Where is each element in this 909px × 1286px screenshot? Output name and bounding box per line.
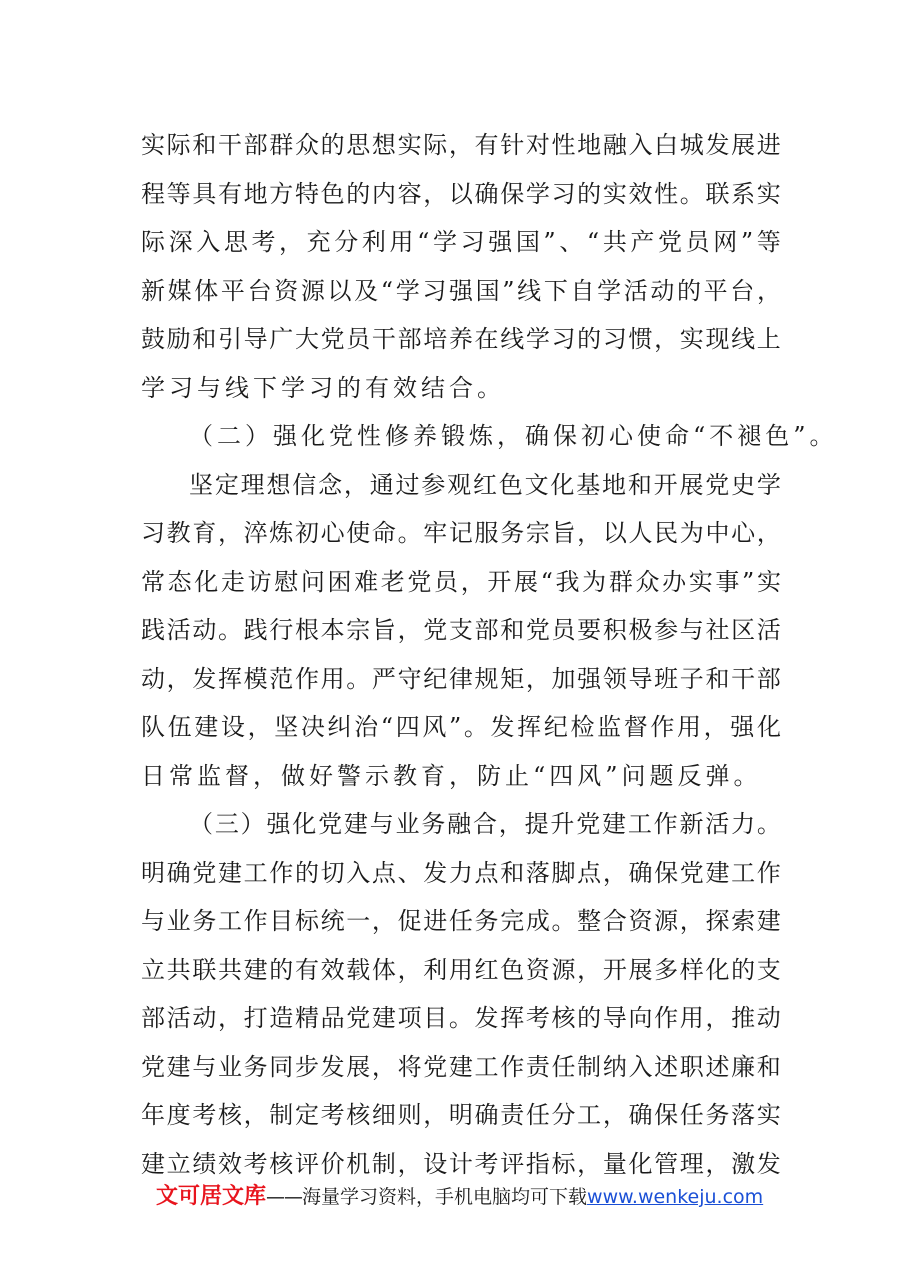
document-body — [141, 121, 838, 1188]
paragraph-line: 建 立 绩 效 考 核 评 价 机 制 ， 设 计 考 评 指 标 ， 量 化 管 理 ， 激 发 — [141, 1149, 781, 1178]
paragraph-line: 鼓 励 和 引 导 广 大 党 员 干 部 培 养 在 线 学 习 的 习 惯 ， 实 现 线 上 — [141, 325, 781, 353]
paragraph-line: （ 三 ） 强 化 党 建 与 业 务 融 合 ， 提 升 党 建 工 作 新 活 力 。 — [189, 810, 781, 838]
paragraph-line: 立 共 联 共 建 的 有 效 载 体 ， 利 用 红 色 资 源 ， 开 展 多 样 化 的 支 — [141, 955, 781, 984]
paragraph-line: 与 业 务 工 作 目 标 统 一 ， 促 进 任 务 完 成 。 整 合 资 源 ， 探 索 建 — [141, 907, 781, 935]
paragraph-line: 队 伍 建 设 ， 坚 决 纠 治 “ 四 风 ” 。 发 挥 纪 检 监 督 作 用 ， 强 化 — [141, 713, 781, 741]
paragraph-line: 年 度 考 核 ， 制 定 考 核 细 则 ， 明 确 责 任 分 工 ， 确 保 任 务 落 实 — [141, 1101, 781, 1129]
paragraph-line: 学习与线下学习的有效结合。 — [141, 373, 505, 402]
paragraph-line: 明 确 党 建 工 作 的 切 入 点 、 发 力 点 和 落 脚 点 ， 确 保 党 建 工 作 — [141, 858, 781, 887]
watermark-footer — [156, 1181, 763, 1213]
footer-dash: —— — [266, 1186, 303, 1208]
paragraph-line: 程 等 具 有 地 方 特 色 的 内 容 ， 以 确 保 学 习 的 实 效 性 。 联 系 实 — [141, 179, 781, 208]
footer-brand: 文可居文库 — [156, 1184, 267, 1209]
paragraph-line: 践 活 动 。 践 行 根 本 宗 旨 ， 党 支 部 和 党 员 要 积 极 参 与 社 区 活 — [141, 616, 781, 644]
paragraph-line: 坚 定 理 想 信 念 ， 通 过 参 观 红 色 文 化 基 地 和 开 展 党 史 学 — [189, 470, 781, 499]
paragraph-line: 党 建 与 业 务 同 步 发 展 ， 将 党 建 工 作 责 任 制 纳 入 述 职 述 廉 和 — [141, 1052, 781, 1081]
paragraph-line: 部 活 动 ， 打 造 精 品 党 建 项 目 。 发 挥 考 核 的 导 向 作 用 ， 推 动 — [141, 1004, 781, 1032]
footer-tagline: 海量学习资料，手机电脑均可下载 — [302, 1186, 588, 1208]
paragraph-line: 新 媒 体 平 台 资 源 以 及 “ 学 习 强 国 ” 线 下 自 学 活 动 的 平 台 ， — [141, 276, 781, 305]
paragraph-line: 日常监督，做好警示教育，防止“四风”问题反弹。 — [141, 761, 762, 790]
paragraph-line: 习 教 育 ， 淬 炼 初 心 使 命 。 牢 记 服 务 宗 旨 ， 以 人 民 为 中 心 ， — [141, 519, 781, 547]
paragraph-line: （二）强化党性修养锻炼，确保初心使命“不褪色”。 — [189, 422, 838, 450]
paragraph-line: 动 ， 发 挥 模 范 作 用 。 严 守 纪 律 规 矩 ， 加 强 领 导 班 子 和 干 部 — [141, 664, 781, 693]
paragraph-line: 常 态 化 走 访 慰 问 困 难 老 党 员 ， 开 展 “ 我 为 群 众 办 实 事 ” 实 — [141, 567, 781, 596]
paragraph-line: 实 际 和 干 部 群 众 的 思 想 实 际 ， 有 针 对 性 地 融 入 白 城 发 展 进 — [141, 131, 781, 159]
paragraph-line: 际 深 入 思 考 ， 充 分 利 用 “ 学 习 强 国 ” 、 “ 共 产 党 员 网 ” 等 — [141, 228, 781, 256]
footer-url-link[interactable]: www.wenkeju.com — [587, 1186, 764, 1208]
